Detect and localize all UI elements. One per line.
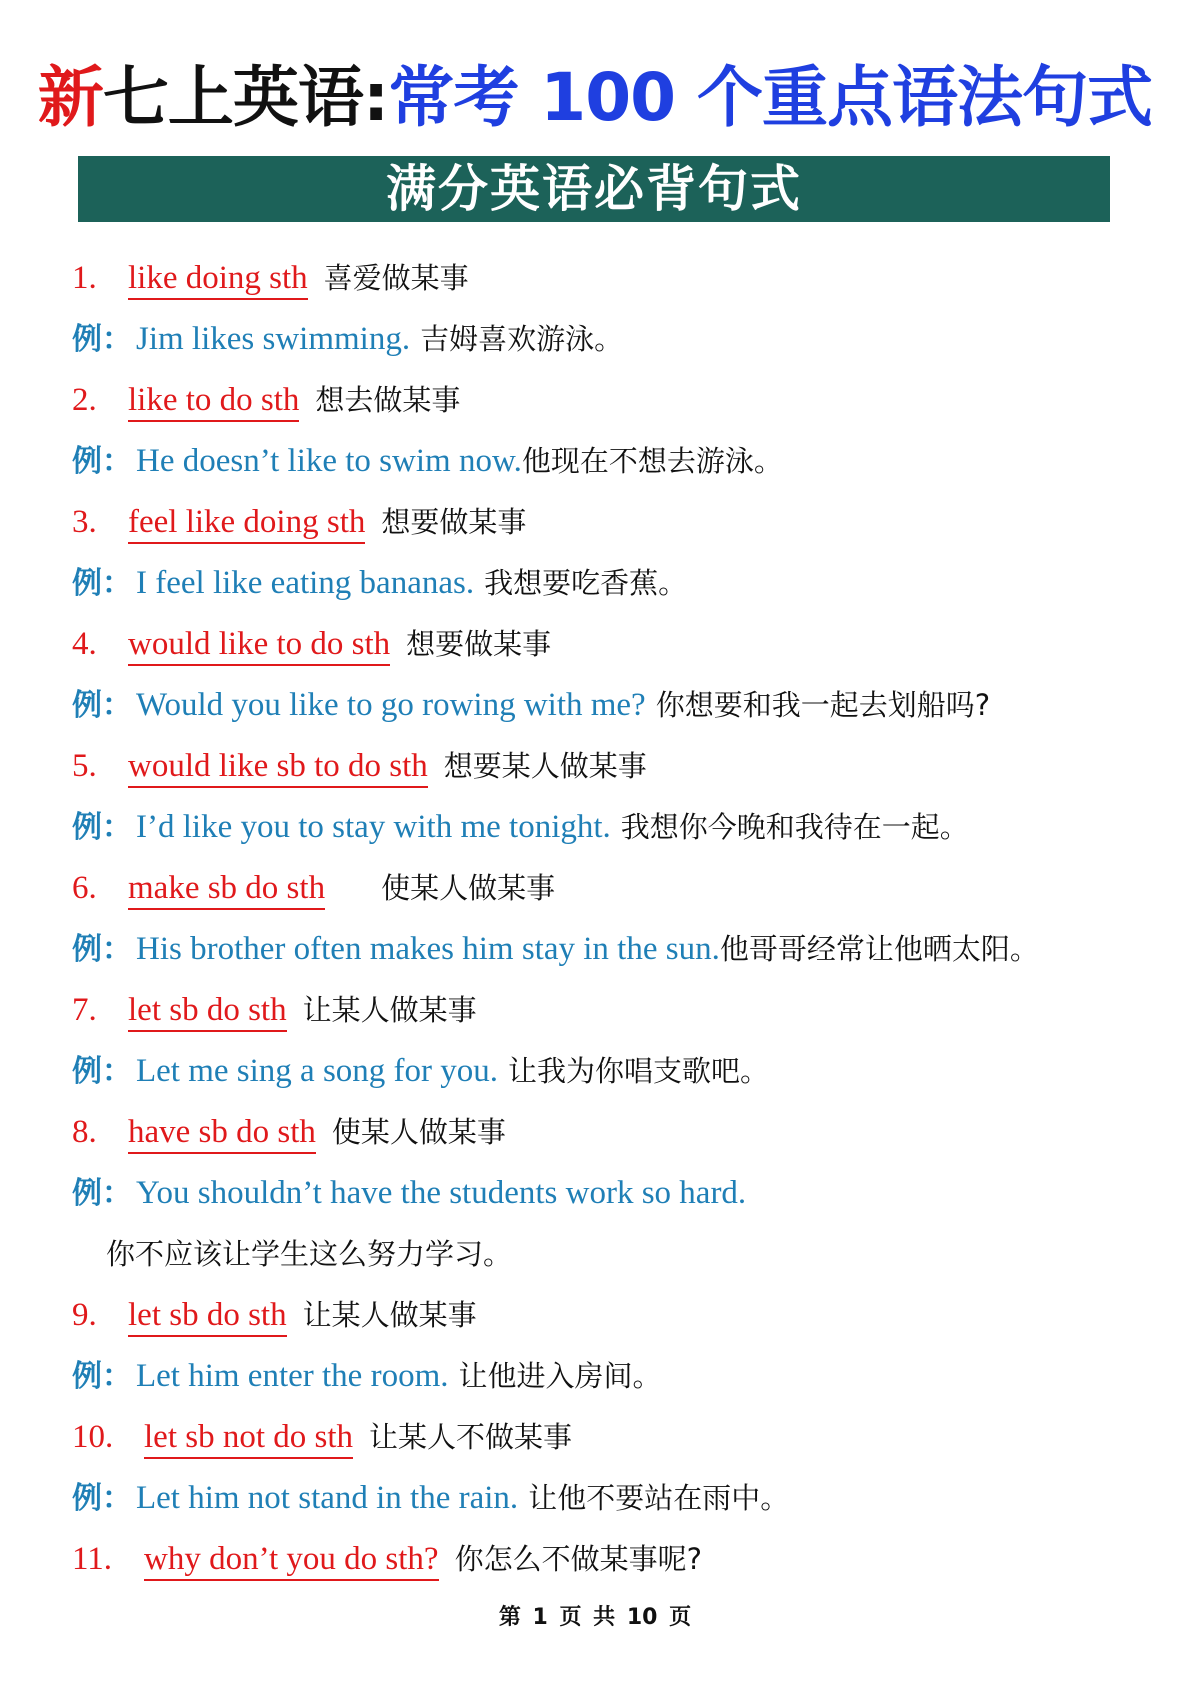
example-label: 例： <box>72 810 132 845</box>
pattern-number: 10. <box>72 1419 114 1455</box>
pattern-phrase: would like sb to do sth <box>128 748 428 788</box>
pattern-meaning: 想去做某事 <box>315 383 461 417</box>
example-english: His brother often makes him stay in the sun. <box>136 931 720 967</box>
example-english: Would you like to go rowing with me? <box>136 687 646 723</box>
pattern-meaning: 让某人不做某事 <box>369 1420 573 1454</box>
example-english: He doesn’t like to swim now. <box>136 443 522 479</box>
pattern-phrase: let sb not do sth <box>144 1419 353 1459</box>
pattern-number: 6. <box>72 870 97 906</box>
pattern-phrase: like to do sth <box>128 382 299 422</box>
example-row <box>72 675 1162 736</box>
title-part-1: 新 <box>37 59 103 136</box>
example-english: Let him enter the room. <box>136 1358 449 1394</box>
page-title <box>0 58 1190 138</box>
example-row <box>72 431 1162 492</box>
pattern-row <box>72 1102 1162 1163</box>
pattern-row <box>72 858 1162 919</box>
pattern-meaning: 想要某人做某事 <box>443 749 647 783</box>
pattern-row <box>72 614 1162 675</box>
pattern-phrase: like doing sth <box>128 260 308 300</box>
pattern-number: 9. <box>72 1297 97 1333</box>
example-chinese: 吉姆喜欢游泳。 <box>420 322 624 356</box>
pattern-number: 1. <box>72 260 97 296</box>
example-english: I’d like you to stay with me tonight. <box>136 809 611 845</box>
pattern-meaning: 让某人做某事 <box>302 993 477 1027</box>
example-label: 例： <box>72 444 132 479</box>
example-label: 例： <box>72 1359 132 1394</box>
example-row <box>72 1041 1162 1102</box>
example-label: 例： <box>72 1176 132 1211</box>
example-english: Let him not stand in the rain. <box>136 1480 519 1516</box>
pattern-number: 2. <box>72 382 97 418</box>
example-row <box>72 1346 1162 1407</box>
pattern-number: 5. <box>72 748 97 784</box>
pattern-number: 7. <box>72 992 97 1028</box>
pattern-number: 4. <box>72 626 97 662</box>
example-chinese: 让他不要站在雨中。 <box>528 1481 790 1515</box>
section-banner: 满分英语必背句式 <box>78 156 1110 222</box>
pattern-phrase: why don’t you do sth? <box>144 1541 439 1581</box>
example-row <box>72 919 1162 980</box>
pattern-row <box>72 370 1162 431</box>
example-row <box>72 1468 1162 1529</box>
pattern-phrase: let sb do sth <box>128 992 287 1032</box>
pattern-phrase: have sb do sth <box>128 1114 316 1154</box>
example-chinese: 我想要吃香蕉。 <box>484 566 688 600</box>
example-row <box>72 1163 1162 1224</box>
pattern-row <box>72 1407 1162 1468</box>
example-english: Let me sing a song for you. <box>136 1053 499 1089</box>
pattern-row <box>72 1529 1162 1590</box>
example-label: 例： <box>72 566 132 601</box>
pattern-phrase: feel like doing sth <box>128 504 365 544</box>
pattern-phrase: let sb do sth <box>128 1297 287 1337</box>
example-row <box>72 797 1162 858</box>
pattern-meaning: 想要做某事 <box>406 627 552 661</box>
pattern-row <box>72 736 1162 797</box>
pattern-row <box>72 980 1162 1041</box>
pattern-number: 3. <box>72 504 97 540</box>
example-chinese: 他现在不想去游泳。 <box>521 444 783 478</box>
example-label: 例： <box>72 932 132 967</box>
example-chinese: 让他进入房间。 <box>458 1359 662 1393</box>
example-chinese: 你不应该让学生这么努力学习。 <box>106 1237 513 1271</box>
example-label: 例： <box>72 1054 132 1089</box>
pattern-meaning: 使某人做某事 <box>381 871 556 905</box>
example-label: 例： <box>72 1481 132 1516</box>
example-chinese: 他哥哥经常让他晒太阳。 <box>719 932 1039 966</box>
title-part-2: 七上英语: <box>102 59 389 136</box>
pattern-meaning: 让某人做某事 <box>302 1298 477 1332</box>
pattern-meaning: 想要做某事 <box>381 505 527 539</box>
example-english: Jim likes swimming. <box>136 321 411 357</box>
pattern-row <box>72 248 1162 309</box>
example-row <box>72 309 1162 370</box>
pattern-meaning: 喜爱做某事 <box>323 261 469 295</box>
pattern-row <box>72 492 1162 553</box>
pattern-meaning: 使某人做某事 <box>331 1115 506 1149</box>
title-part-3: 常考 100 个重点语法句式 <box>388 59 1153 136</box>
pattern-number: 11. <box>72 1541 113 1577</box>
pattern-meaning: 你怎么不做某事呢? <box>454 1542 702 1576</box>
example-row <box>72 553 1162 614</box>
pattern-row <box>72 1285 1162 1346</box>
example-chinese: 让我为你唱支歌吧。 <box>508 1054 770 1088</box>
example-label: 例： <box>72 322 132 357</box>
example-english: You shouldn’t have the students work so hard. <box>136 1175 747 1211</box>
pattern-phrase: would like to do sth <box>128 626 390 666</box>
page-number: 第 1 页 共 10 页 <box>498 1605 692 1630</box>
example-english: I feel like eating bananas. <box>136 565 475 601</box>
pattern-number: 8. <box>72 1114 97 1150</box>
sentence-pattern-list <box>72 248 1162 1590</box>
example-chinese: 你想要和我一起去划船吗? <box>655 688 991 722</box>
pattern-phrase: make sb do sth <box>128 870 325 910</box>
example-label: 例： <box>72 688 132 723</box>
example-chinese: 我想你今晚和我待在一起。 <box>620 810 969 844</box>
